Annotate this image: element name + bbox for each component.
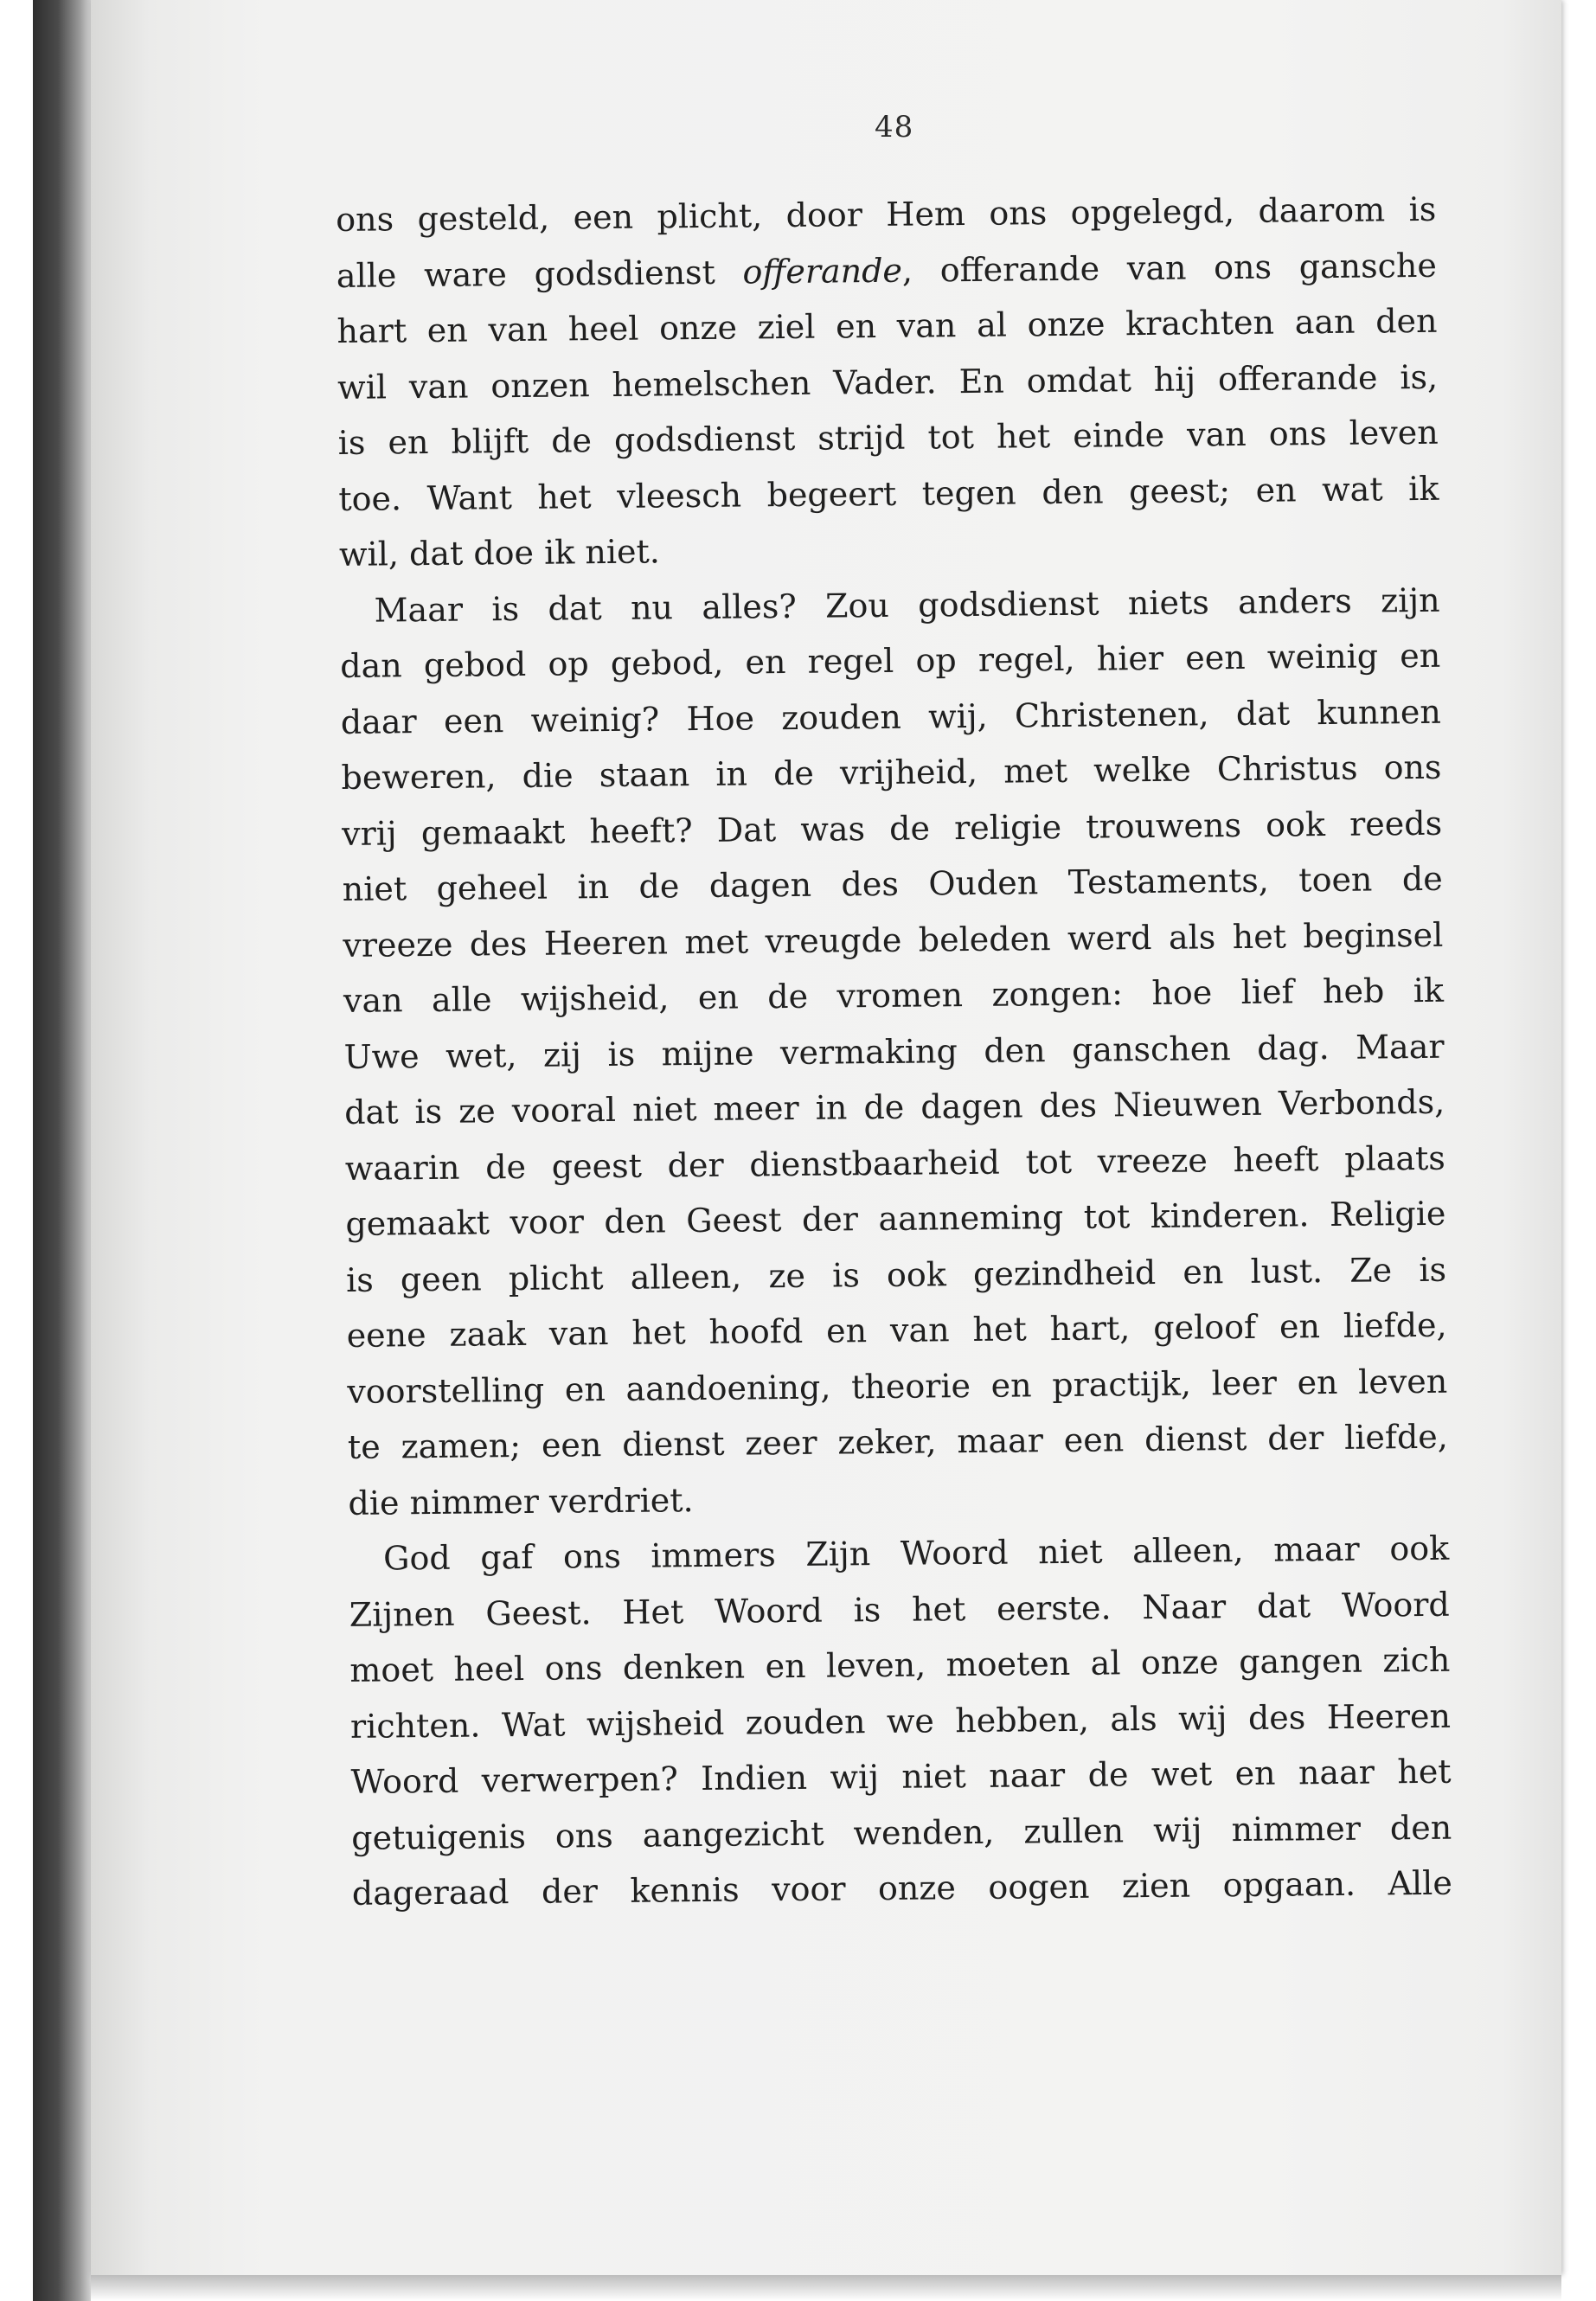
text-line: die nimmer verdriet. bbox=[348, 1480, 694, 1522]
text-line: richten. Wat wijsheid zouden we hebben, als wij des Heeren bbox=[349, 1696, 1452, 1746]
body-text bbox=[336, 182, 1452, 1922]
text-line: daar een weinig? Hoe zouden wij, Christenen, dat kunnen bbox=[340, 692, 1442, 741]
text-line: God gaf ons immers Zijn Woord niet alleen, maar ook bbox=[382, 1529, 1450, 1578]
text-line: voorstelling en aandoening, theorie en practijk, leer en leven bbox=[347, 1362, 1448, 1411]
page-bottom-shadow bbox=[91, 2275, 1561, 2301]
text-line: Uwe wet, zij is mijne vermaking den ganschen dag. Maar bbox=[343, 1027, 1445, 1076]
text-line: hart en van heel onze ziel en van al onze krachten aan den bbox=[337, 301, 1438, 350]
text-line: te zamen; een dienst zeer zeker, maar een dienst der liefde, bbox=[347, 1417, 1449, 1466]
text-line: ons gesteld, een plicht, door Hem ons opgelegd, daarom is bbox=[336, 189, 1437, 239]
text-line: toe. Want het vleesch begeert tegen den geest; en wat ik bbox=[338, 469, 1439, 518]
text-line: eene zaak van het hoofd en van het hart, geloof en liefde, bbox=[346, 1305, 1447, 1355]
book-binding-edge bbox=[33, 0, 95, 2301]
text-line: is en blijft de godsdienst strijd tot het einde van ons leven bbox=[337, 413, 1439, 462]
text-line: moet heel ons denken en leven, moeten al onze gangen zich bbox=[349, 1640, 1451, 1689]
text-line: Woord verwerpen? Indien wij niet naar de wet en naar het bbox=[350, 1752, 1452, 1801]
text-line: beweren, die staan in de vrijheid, met welke Christus ons bbox=[341, 747, 1442, 797]
text-line: wil, dat doe ik niet. bbox=[338, 532, 661, 574]
text-line: getuigenis ons aangezicht wenden, zullen wij nimmer den bbox=[351, 1808, 1452, 1857]
text-line: Maar is dat nu alles? Zou godsdienst niets anders zijn bbox=[374, 580, 1440, 630]
text-line: alle ware godsdienst offerande, offerande van ons gansche bbox=[336, 246, 1438, 295]
text-line: vrij gemaakt heeft? Dat was de religie trouwens ook reeds bbox=[341, 804, 1443, 853]
text-line: van alle wijsheid, en de vromen zongen: hoe lief heb ik bbox=[343, 971, 1445, 1020]
text-line: niet geheel in de dagen des Ouden Testaments, toen de bbox=[342, 859, 1443, 908]
text-line: dat is ze vooral niet meer in de dagen des Nieuwen Verbonds, bbox=[344, 1082, 1445, 1131]
page-number: 48 bbox=[875, 110, 914, 144]
italic-word: offerande bbox=[742, 251, 903, 291]
text-line: gemaakt voor den Geest der aanneming tot kinderen. Religie bbox=[345, 1194, 1446, 1243]
text-line: wil van onzen hemelschen Vader. En omdat hij offerande is, bbox=[337, 357, 1439, 407]
text-line: waarin de geest der dienstbaarheid tot vreeze heeft plaats bbox=[344, 1138, 1445, 1188]
text-line: dan gebod op gebod, en regel op regel, hier een weinig en bbox=[340, 636, 1441, 685]
text-line: Zijnen Geest. Het Woord is het eerste. Naar dat Woord bbox=[349, 1585, 1450, 1634]
text-line: vreeze des Heeren met vreugde beleden werd als het beginsel bbox=[343, 915, 1444, 965]
text-line: dageraad der kennis voor onze oogen zien opgaan. Alle bbox=[351, 1863, 1453, 1913]
text-line: is geen plicht alleen, ze is ook gezindheid en lust. Ze is bbox=[345, 1250, 1447, 1299]
